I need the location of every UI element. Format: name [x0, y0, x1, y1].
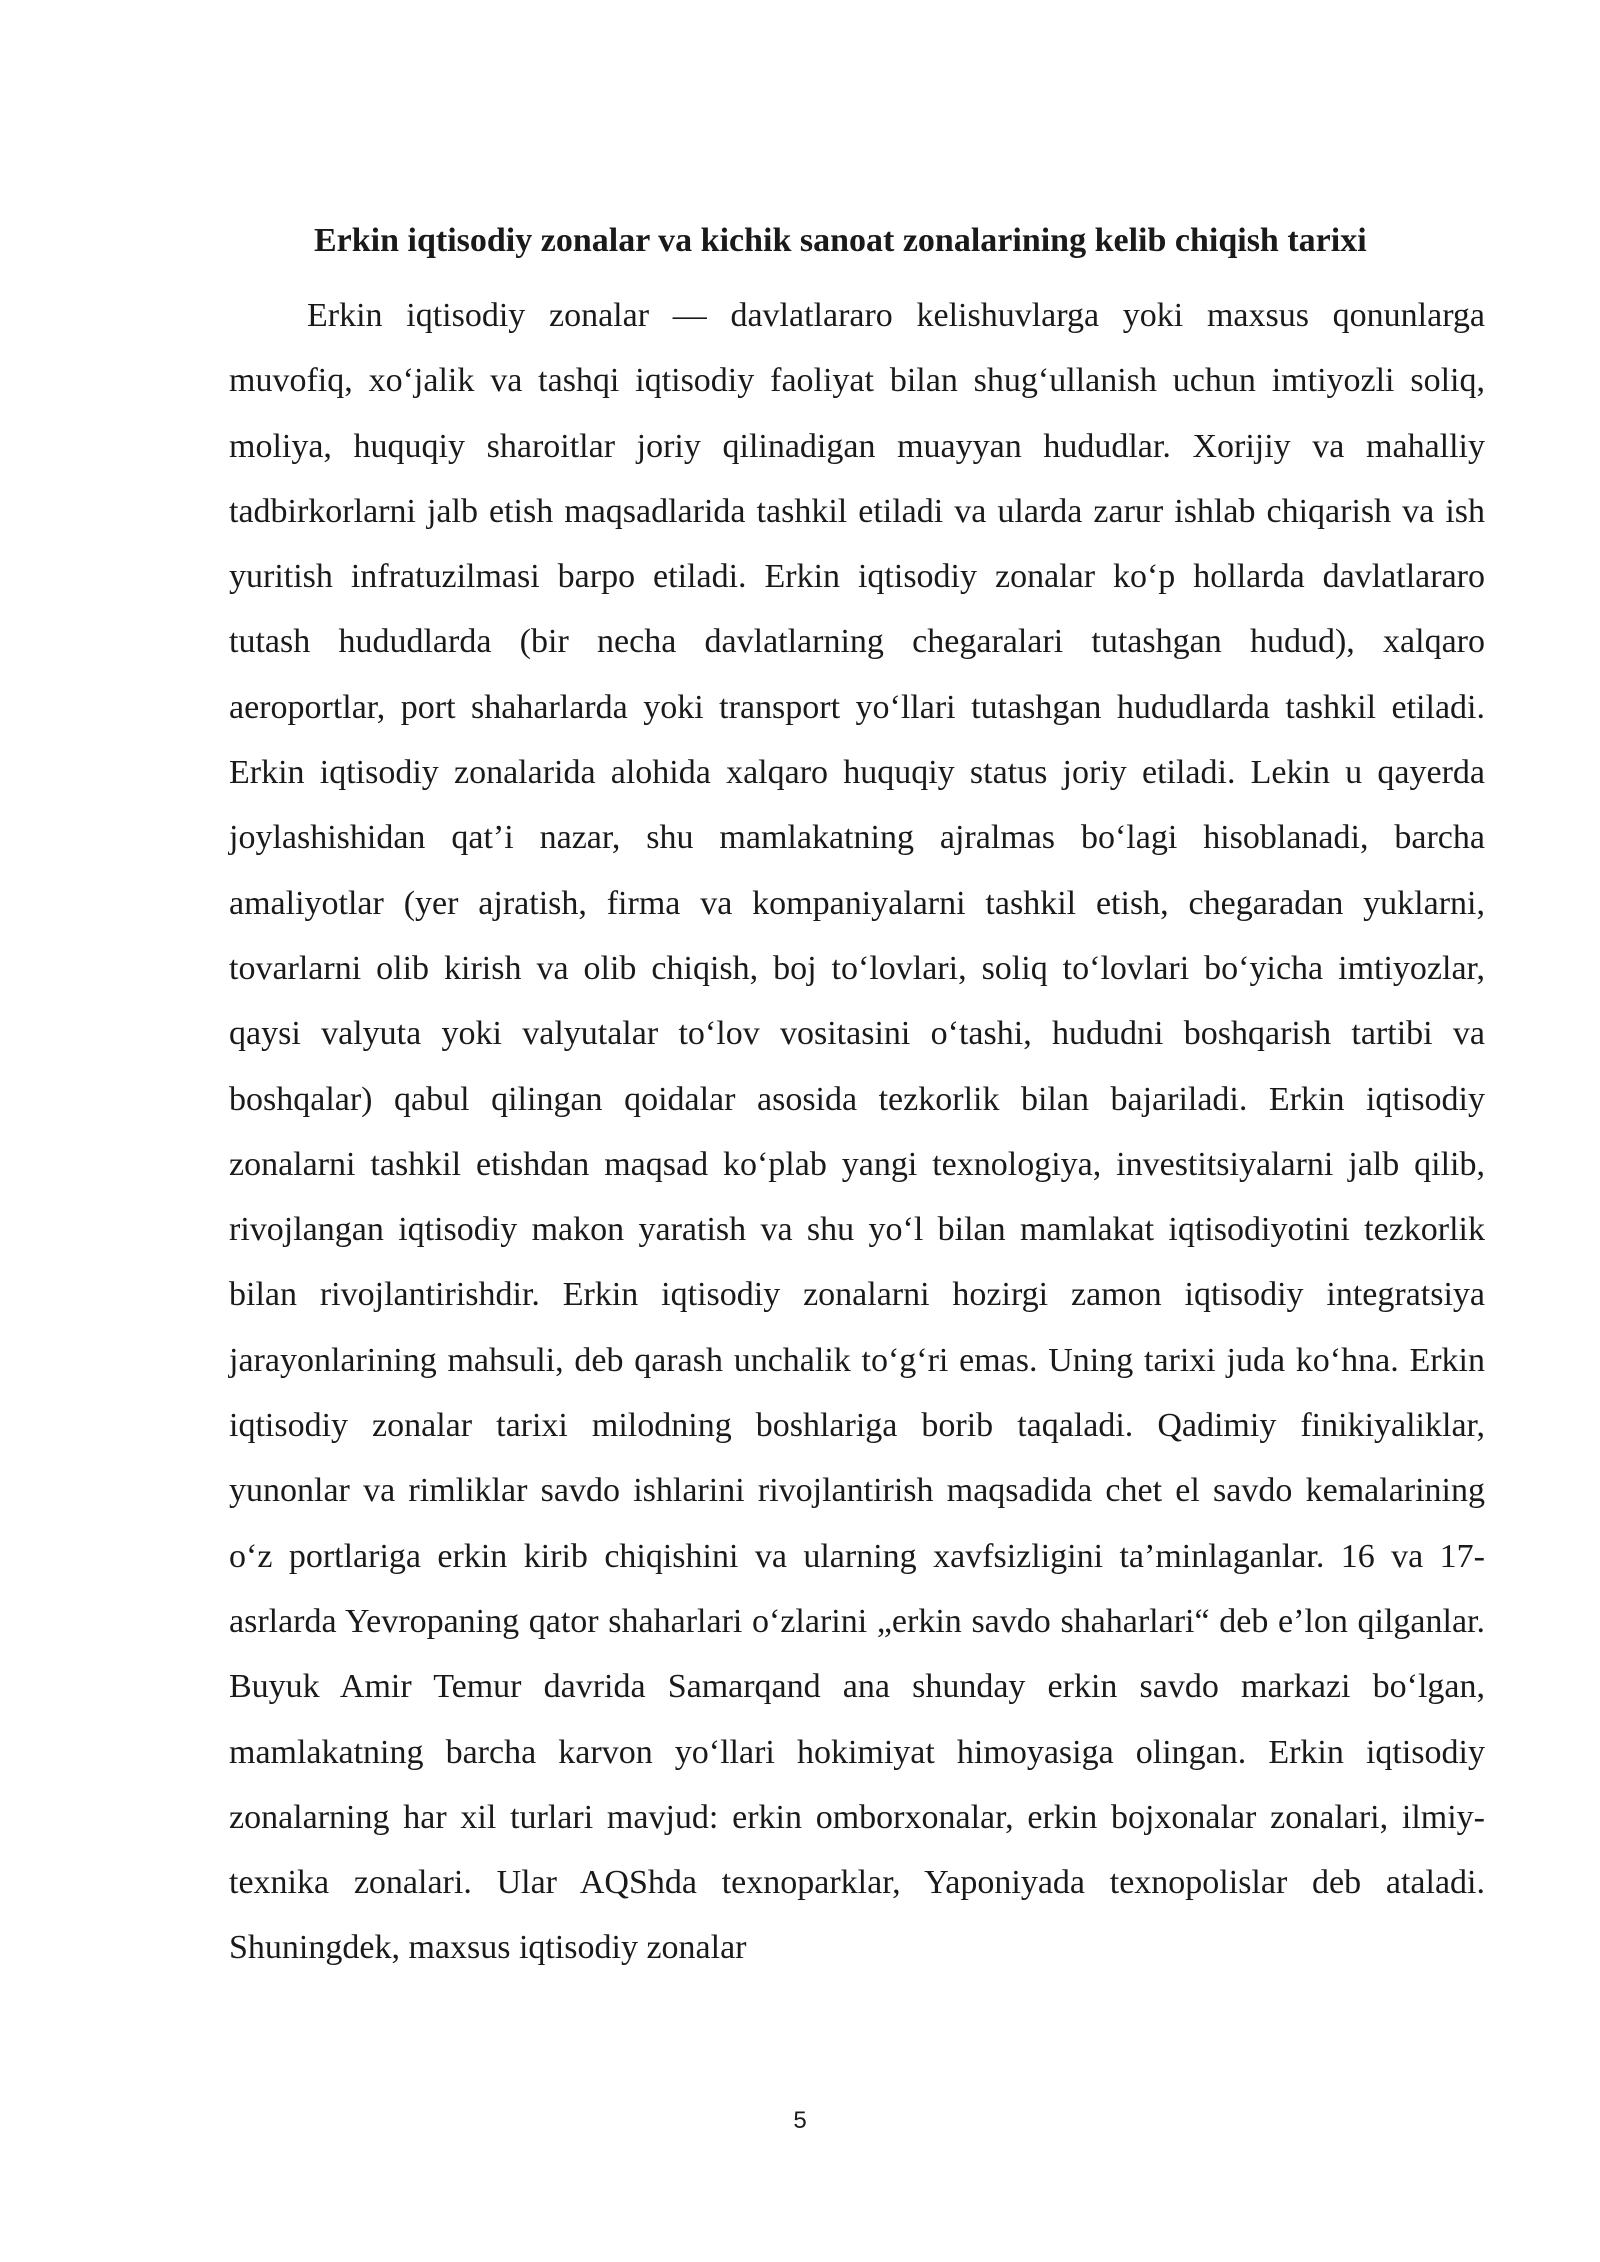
page-number: 5: [793, 2107, 807, 2134]
body-paragraph: Erkin iqtisodiy zonalar — davlatlararo kelishuvlarga yoki maxsus qonunlarga muvofiq, xo‘jalik va tashqi iqtisodiy faoliyat bilan shug‘ullanish uchun imtiyozli soliq, moliya, huquqiy sharoitlar joriy qilinadigan muayyan hududlar. Xorijiy va mahalliy tadbirkorlarni jalb etish maqsadlarida tashkil etiladi va ularda zarur ishlab chiqarish va ish yuritish infratuzilmasi barpo etiladi. Erkin iqtisodiy zonalar ko‘p hollarda davlatlararo tutash hududlarda (bir necha davlatlarning chegaralari tutashgan hudud), xalqaro aeroportlar, port shaharlarda yoki transport yo‘llari tutashgan hududlarda tashkil etiladi. Erkin iqtisodiy zonalarida alohida xalqaro huquqiy status joriy etiladi. Lekin u qayerda joylashishidan qat’i nazar, shu mamlakatning ajralmas bo‘lagi hisoblanadi, barcha amaliyotlar (yer ajratish, firma va kompaniyalarni tashkil etish, chegaradan yuklarni, tovarlarni olib kirish va olib chiqish, boj to‘lovlari, soliq to‘lovlari bo‘yicha imtiyozlar, qaysi valyuta yoki valyutalar to‘lov vositasini o‘tashi, hududni boshqarish tartibi va boshqalar) qabul qilingan qoidalar asosida tezkorlik bilan bajariladi. Erkin iqtisodiy zonalarni tashkil etishdan maqsad ko‘plab yangi texnologiya, investitsiyalarni jalb qilib, rivojlangan iqtisodiy makon yaratish va shu yo‘l bilan mamlakat iqtisodiyotini tezkorlik bilan rivojlantirishdir. Erkin iqtisodiy zonalarni hozirgi zamon iqtisodiy integratsiya jarayonlarining mahsuli, deb qarash unchalik to‘g‘ri emas. Uning tarixi juda ko‘hna. Erkin iqtisodiy zonalar tarixi milodning boshlariga borib taqaladi. Qadimiy finikiyaliklar, yunonlar va rimliklar savdo ishlarini rivojlantirish maqsadida chet el savdo kemalarining o‘z portlariga erkin kirib chiqishini va ularning xavfsizligini ta’minlaganlar. 16 va 17-asrlarda Yevropaning qator shaharlari o‘zlarini „erkin savdo shaharlari“ deb e’lon qilganlar. Buyuk Amir Temur davrida Samarqand ana shunday erkin savdo markazi bo‘lgan, mamlakatning barcha karvon yo‘llari hokimiyat himoyasiga olingan. Erkin iqtisodiy zonalarning har xil turlari mavjud: erkin omborxonalar, erkin bojxonalar zonalari, ilmiy-texnika zonalari. Ular AQShda texnoparklar, Yaponiyada texnopolislar deb ataladi. Shuningdek, maxsus iqtisodiy zonalar: [229, 297, 1485, 1967]
section-heading: Erkin iqtisodiy zonalar va kichik sanoat zonalarining kelib chiqish tarixi: [314, 222, 1367, 259]
